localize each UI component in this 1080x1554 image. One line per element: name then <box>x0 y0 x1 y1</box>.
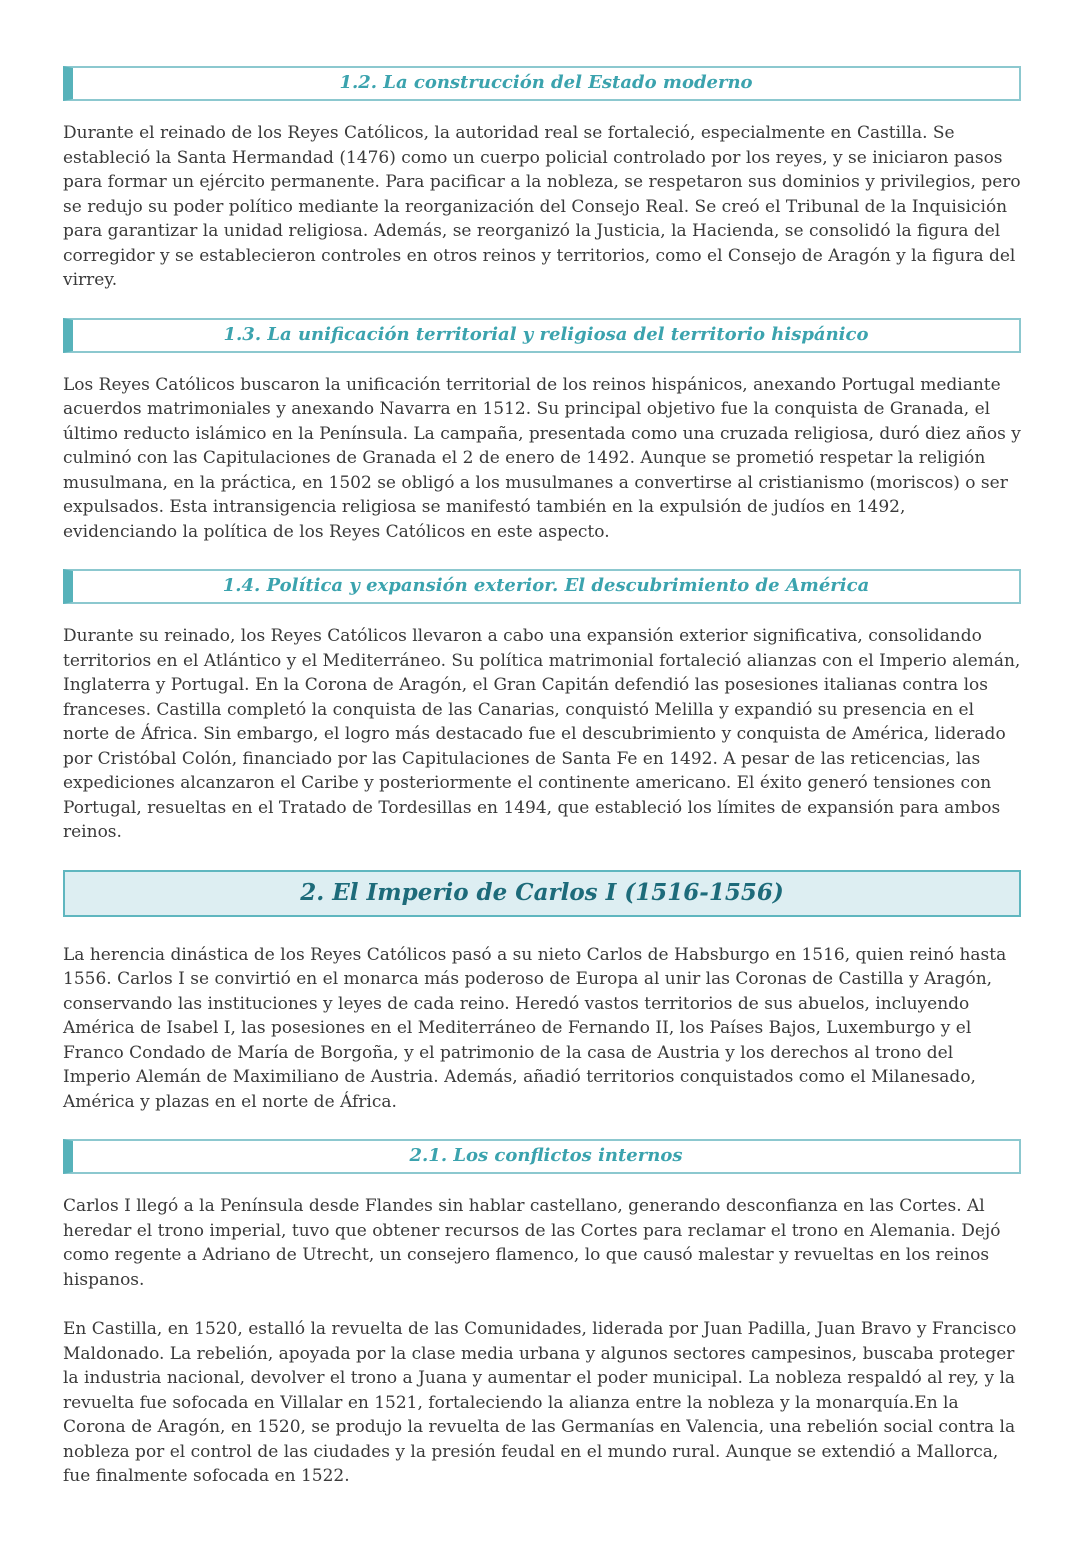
paragraph-unificacion-territorial: Los Reyes Católicos buscaron la unificación territorial de los reinos hispánicos, anexando Portugal mediante acuerdos matrimoniales y anexando Navarra en 1512. Su principal objetivo fue la conquista de Granada, el último reducto islámico en la Península. La campaña, presentada como una cruzada religiosa, duró diez años y culminó con las Capitulaciones de Granada el 2 de enero de 1492. Aunque se prometió respetar la religión musulmana, en la práctica, en 1502 se obligó a los musulmanes a convertirse al cristianismo (moriscos) o ser expulsados. Esta intransigencia religiosa se manifestó también en la expulsión de judíos en 1492, evidenciando la política de los Reyes Católicos en este aspecto. <box>63 374 1021 542</box>
paragraph-estado-moderno: Durante el reinado de los Reyes Católicos, la autoridad real se fortaleció, especialmente en Castilla. Se estableció la Santa Hermandad (1476) como un cuerpo policial controlado por los reyes, y se iniciaron pasos para formar un ejército permanente. Para pacificar a la nobleza, se respetaron sus dominios y privilegios, pero se redujo su poder político mediante la reorganización del Consejo Real. Se creó el Tribunal de la Inquisición para garantizar la unidad religiosa. Además, se reorganizó la Justicia, la Hacienda, se consolidó la figura del corregidor y se establecieron controles en otros reinos y territorios, como el Consejo de Aragón y la figura del virrey. <box>63 123 1021 290</box>
paragraph-herencia-carlos-i: La herencia dinástica de los Reyes Católicos pasó a su nieto Carlos de Habsburgo en 1516, quien reinó hasta 1556. Carlos I se convirtió en el monarca más poderoso de Europa al unir las Coronas de Castilla y Aragón, conservando las instituciones y leyes de cada reino. Heredó vastos territorios de sus abuelos, incluyendo América de Isabel I, las posesiones en el Mediterráneo de Fernando II, los Países Bajos, Luxemburgo y el Franco Condado de María de Borgoña, y el patrimonio de la casa de Austria y los derechos al trono del Imperio Alemán de Maximiliano de Austria. Además, añadió territorios conquistados como el Milanesado, América y plazas en el norte de África. <box>63 944 1007 1112</box>
section-heading-2: 2. El Imperio de Carlos I (1516-1556) <box>63 870 1021 917</box>
paragraph-comunidades-germanias: En Castilla, en 1520, estalló la revuelta de las Comunidades, liderada por Juan Padilla, Juan Bravo y Francisco Maldonado. La rebelión, apoyada por la clase media urbana y algunos sectores campesinos, buscaba proteger la industria nacional, devolver el trono a Juana y aumentar el poder municipal. La nobleza respaldó al rey, y la revuelta fue sofocada en Villalar en 1521, fortaleciendo la alianza entre la nobleza y la monarquía.En la Corona de Aragón, en 1520, se produjo la revuelta de las Germanías en Valencia, una rebelión social contra la nobleza por el control de las ciudades y la presión feudal en el mundo rural. Aunque se extendió a Mallorca, fue finalmente sofocada en 1522. <box>63 1319 1017 1486</box>
subsection-heading-1-2: 1.2. La construcción del Estado moderno <box>63 66 1021 101</box>
subsection-heading-1-3: 1.3. La unificación territorial y religiosa del territorio hispánico <box>63 318 1021 353</box>
subsection-heading-1-4: 1.4. Política y expansión exterior. El descubrimiento de América <box>63 569 1021 604</box>
paragraph-llegada-carlos-i: Carlos I llegó a la Península desde Flandes sin hablar castellano, generando desconfianza en las Cortes. Al heredar el trono imperial, tuvo que obtener recursos de las Cortes para reclamar el trono en Alemania. Dejó como regente a Adriano de Utrecht, un consejero flamenco, lo que causó malestar y revueltas en los reinos hispanos. <box>63 1196 1001 1290</box>
subsection-heading-2-1: 2.1. Los conflictos internos <box>63 1139 1021 1174</box>
paragraph-expansion-exterior: Durante su reinado, los Reyes Católicos llevaron a cabo una expansión exterior significativa, consolidando territorios en el Atlántico y el Mediterráneo. Su política matrimonial fortaleció alianzas con el Imperio alemán, Inglaterra y Portugal. En la Corona de Aragón, el Gran Capitán defendió las posesiones italianas contra los franceses. Castilla completó la conquista de las Canarias, conquistó Melilla y expandió su presencia en el norte de África. Sin embargo, el logro más destacado fue el descubrimiento y conquista de América, liderado por Cristóbal Colón, financiado por las Capitulaciones de Santa Fe en 1492. A pesar de las reticencias, las expediciones alcanzaron el Caribe y posteriormente el continente americano. El éxito generó tensiones con Portugal, resueltas en el Tratado de Tordesillas en 1494, que estableció los límites de expansión para ambos reinos. <box>63 626 1021 842</box>
